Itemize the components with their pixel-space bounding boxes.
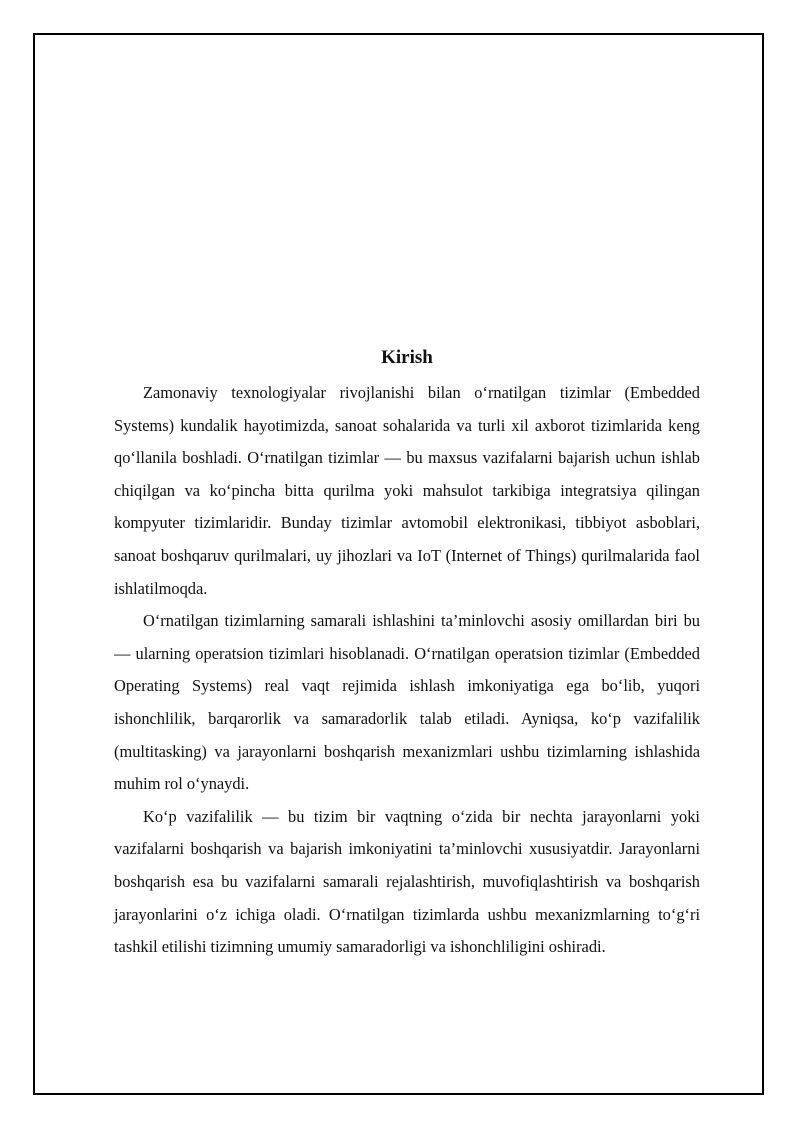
paragraph-3: Ko‘p vazifalilik — bu tizim bir vaqtning o‘zida bir nechta jarayonlarni yoki vazifalarni boshqarish va bajarish imkoniyatini ta’minlovchi xususiyatdir. Jarayonlarni boshqarish esa bu vazifalarni samarali rejalashtirish, muvofiqlashtirish va boshqarish jarayonlarini o‘z ichiga oladi. O‘rnatilgan tizimlarda ushbu mexanizmlarning to‘g‘ri tashkil etilishi tizimning umumiy samaradorligi va ishonchliligini oshiradi. [114, 806, 700, 957]
document-body [114, 345, 700, 964]
paragraph-1: Zamonaviy texnologiyalar rivojlanishi bilan o‘rnatilgan tizimlar (Embedded Systems) kundalik hayotimizda, sanoat sohalarida va turli xil axborot tizimlarida keng qo‘llanila boshladi. O‘rnatilgan tizimlar — bu maxsus vazifalarni bajarish uchun ishlab chiqilgan va ko‘pincha bitta qurilma yoki mahsulot tarkibiga integratsiya qilingan kompyuter tizimlaridir. Bunday tizimlar avtomobil elektronikasi, tibbiyot asboblari, sanoat boshqaruv qurilmalari, uy jihozlari va IoT (Internet of Things) qurilmalarida faol ishlatilmoqda. [114, 383, 700, 598]
paragraph-2: O‘rnatilgan tizimlarning samarali ishlashini ta’minlovchi asosiy omillardan biri bu — ularning operatsion tizimlari hisoblanadi. O‘rnatilgan operatsion tizimlar (Embedded Operating Systems) real vaqt rejimida ishlash imkoniyatiga ega bo‘lib, yuqori ishonchlilik, barqarorlik va samaradorlik talab etiladi. Ayniqsa, ko‘p vazifalilik (multitasking) va jarayonlarni boshqarish mexanizmlari ushbu tizimlarning ishlashida muhim rol o‘ynaydi. [114, 611, 700, 794]
document-title: Kirish [381, 347, 433, 368]
